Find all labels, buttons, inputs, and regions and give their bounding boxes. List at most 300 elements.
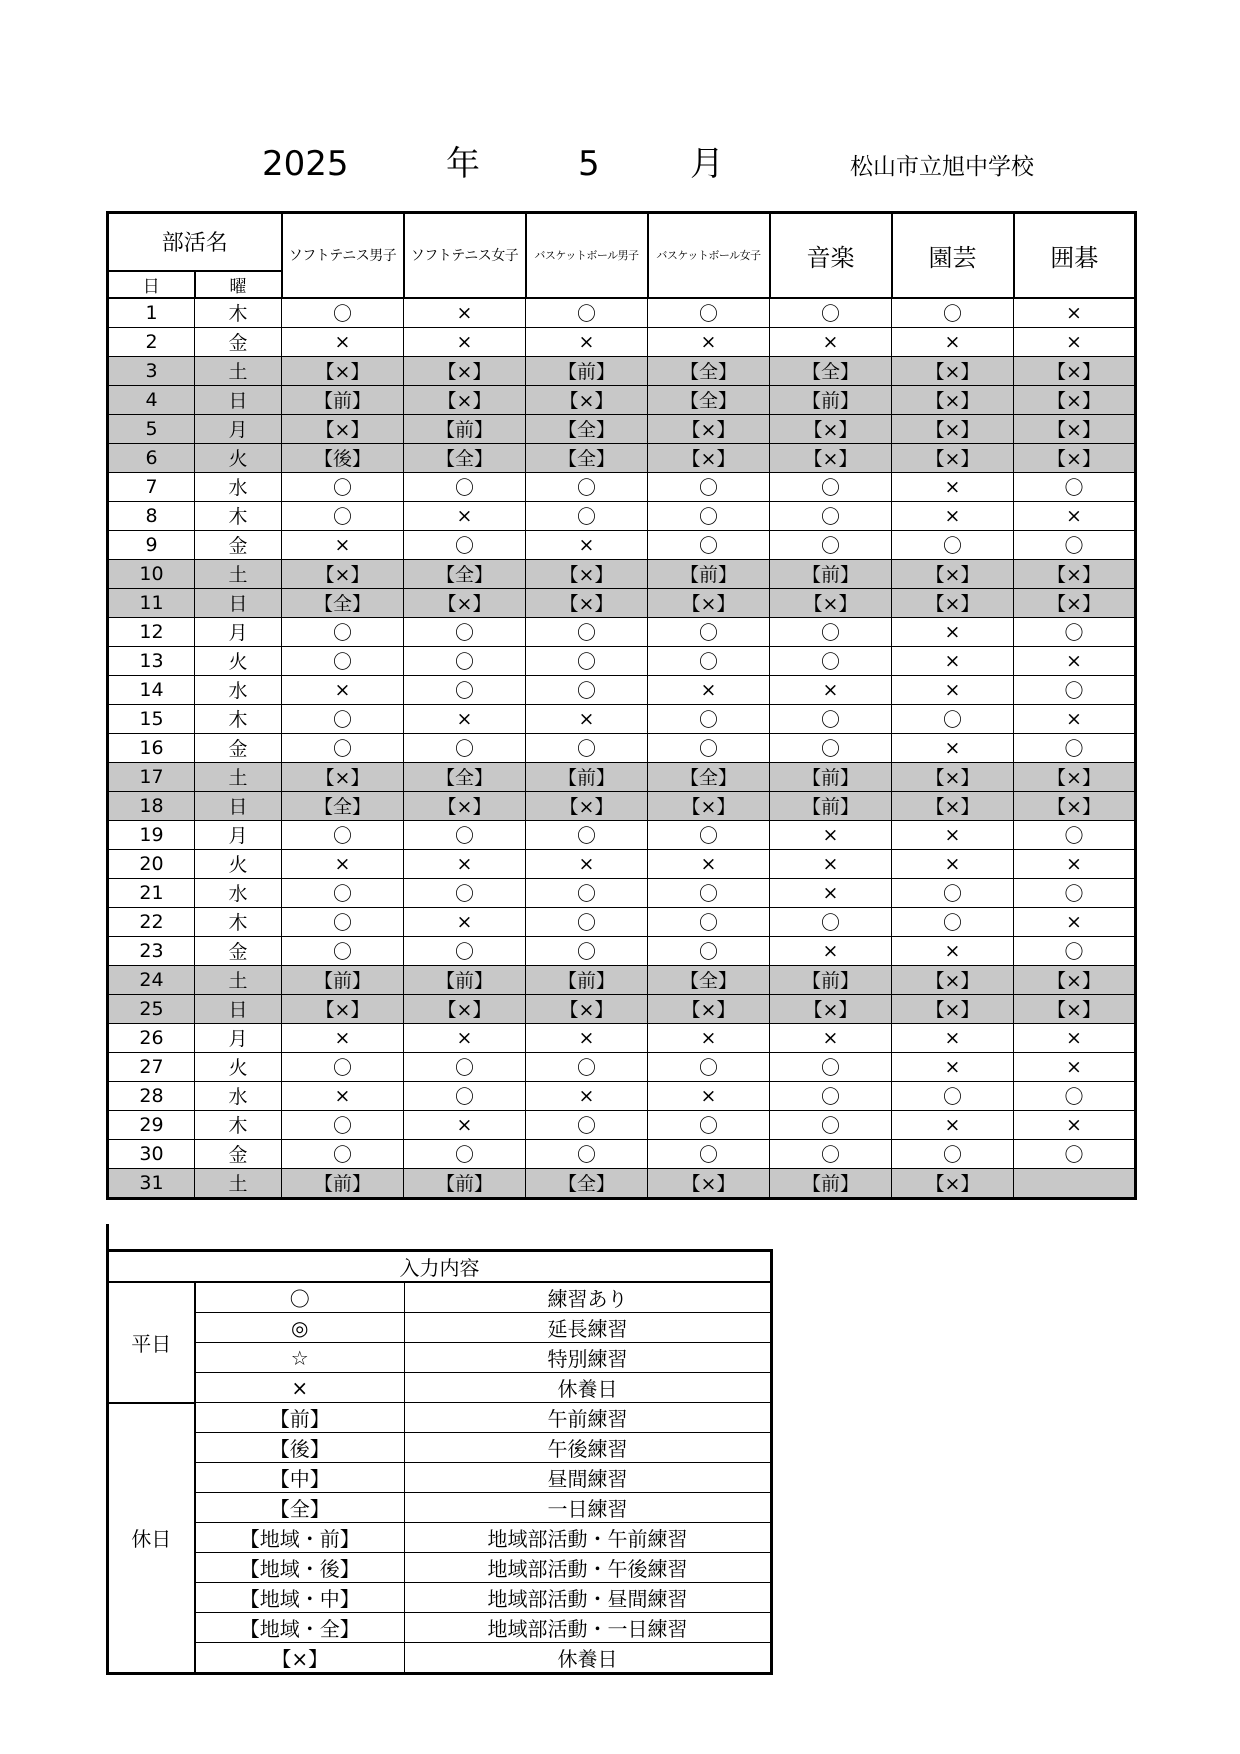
club-header-go: 囲碁 (1014, 213, 1136, 298)
status-cell: 〇 (282, 472, 404, 501)
status-cell: 〇 (282, 878, 404, 907)
weekday-cell: 水 (195, 675, 282, 704)
status-cell: 〇 (770, 1052, 892, 1081)
legend-meaning: 昼間練習 (405, 1463, 772, 1493)
table-row (108, 1023, 1136, 1052)
status-cell: × (892, 1023, 1014, 1052)
status-cell: 【前】 (770, 385, 892, 414)
status-cell: 〇 (648, 530, 770, 559)
status-cell: × (282, 530, 404, 559)
status-cell: 【全】 (648, 965, 770, 994)
status-cell: 〇 (526, 472, 648, 501)
status-cell: 〇 (282, 1139, 404, 1168)
status-cell: 【全】 (282, 791, 404, 820)
status-cell: × (404, 907, 526, 936)
table-row (108, 443, 1136, 472)
day-cell: 18 (108, 791, 195, 820)
day-cell: 1 (108, 298, 195, 328)
status-cell: 〇 (526, 617, 648, 646)
status-cell: 〇 (526, 501, 648, 530)
status-cell: 〇 (282, 1052, 404, 1081)
legend-meaning: 休養日 (405, 1373, 772, 1403)
status-cell: 【×】 (1014, 356, 1136, 385)
table-row (108, 849, 1136, 878)
status-cell: 【×】 (282, 559, 404, 588)
club-header-soft-tennis-girls: ソフトテニス女子 (404, 213, 526, 298)
status-cell: × (282, 849, 404, 878)
status-cell: 〇 (892, 878, 1014, 907)
legend-symbol: 【地域・前】 (195, 1523, 405, 1553)
status-cell: × (648, 849, 770, 878)
status-cell: 〇 (404, 646, 526, 675)
status-cell: 【×】 (892, 1168, 1014, 1198)
legend-symbol: 【中】 (195, 1463, 405, 1493)
status-cell: 〇 (648, 704, 770, 733)
day-cell: 15 (108, 704, 195, 733)
status-cell: 〇 (770, 617, 892, 646)
status-cell: 【×】 (1014, 385, 1136, 414)
status-cell: 〇 (1014, 1081, 1136, 1110)
day-cell: 7 (108, 472, 195, 501)
status-cell: × (282, 675, 404, 704)
status-cell: 〇 (526, 878, 648, 907)
day-cell: 31 (108, 1168, 195, 1198)
status-cell: 〇 (526, 733, 648, 762)
legend-meaning: 一日練習 (405, 1493, 772, 1523)
status-cell: × (404, 704, 526, 733)
month-value: 5 (578, 144, 600, 184)
status-cell: 〇 (282, 617, 404, 646)
status-cell: × (1014, 907, 1136, 936)
table-row (108, 1052, 1136, 1081)
status-cell: 【×】 (892, 385, 1014, 414)
table-row (108, 501, 1136, 530)
status-cell: 【×】 (770, 443, 892, 472)
status-cell: 【前】 (282, 965, 404, 994)
status-cell: 〇 (526, 907, 648, 936)
status-cell: 【×】 (892, 356, 1014, 385)
status-cell: 〇 (648, 298, 770, 328)
status-cell: 【×】 (648, 588, 770, 617)
status-cell: 〇 (648, 646, 770, 675)
table-row (108, 356, 1136, 385)
weekday-cell: 水 (195, 1081, 282, 1110)
status-cell: 〇 (770, 298, 892, 328)
status-cell: 【×】 (404, 994, 526, 1023)
weekday-cell: 木 (195, 298, 282, 328)
club-header-basketball-girls: バスケットボール女子 (648, 213, 770, 298)
status-cell: 【前】 (648, 559, 770, 588)
table-row (108, 675, 1136, 704)
status-cell: 【×】 (770, 414, 892, 443)
status-cell: × (1014, 704, 1136, 733)
day-cell: 3 (108, 356, 195, 385)
status-cell: 【×】 (892, 559, 1014, 588)
weekday-cell: 日 (195, 791, 282, 820)
club-schedule-table (106, 211, 1137, 1200)
status-cell: 〇 (770, 907, 892, 936)
status-cell: 〇 (770, 646, 892, 675)
status-cell: × (282, 1081, 404, 1110)
status-cell: 〇 (770, 1081, 892, 1110)
status-cell: 〇 (404, 733, 526, 762)
status-cell: × (648, 1023, 770, 1052)
status-cell: × (770, 878, 892, 907)
status-cell: 【×】 (648, 791, 770, 820)
status-cell: × (892, 1052, 1014, 1081)
table-row (108, 472, 1136, 501)
status-cell: 〇 (648, 907, 770, 936)
status-cell: × (648, 327, 770, 356)
status-cell: × (526, 530, 648, 559)
legend-row (108, 1343, 772, 1373)
status-cell: 【×】 (526, 385, 648, 414)
status-cell: 【×】 (526, 791, 648, 820)
legend-symbol: × (195, 1373, 405, 1403)
status-cell: 〇 (404, 1081, 526, 1110)
status-cell: 〇 (770, 1139, 892, 1168)
status-cell: 【×】 (892, 965, 1014, 994)
legend-meaning: 午後練習 (405, 1433, 772, 1463)
table-row (108, 617, 1136, 646)
status-cell: 〇 (282, 704, 404, 733)
weekday-cell: 金 (195, 936, 282, 965)
status-cell: × (770, 1023, 892, 1052)
legend-meaning: 地域部活動・一日練習 (405, 1613, 772, 1643)
status-cell: 【全】 (648, 385, 770, 414)
status-cell: 〇 (1014, 617, 1136, 646)
status-cell: × (892, 675, 1014, 704)
status-cell: 〇 (404, 472, 526, 501)
table-row (108, 385, 1136, 414)
status-cell: 【前】 (404, 414, 526, 443)
status-cell: 【×】 (892, 994, 1014, 1023)
status-cell: 〇 (1014, 878, 1136, 907)
status-cell: 〇 (282, 646, 404, 675)
legend-row (108, 1553, 772, 1583)
status-cell: 【×】 (404, 385, 526, 414)
status-cell: 【前】 (770, 762, 892, 791)
status-cell: 【全】 (404, 762, 526, 791)
day-cell: 30 (108, 1139, 195, 1168)
status-cell: 【×】 (892, 443, 1014, 472)
table-row (108, 733, 1136, 762)
status-cell: × (526, 1023, 648, 1052)
status-cell: 〇 (404, 878, 526, 907)
status-cell: × (892, 327, 1014, 356)
school-name: 松山市立旭中学校 (850, 154, 1034, 180)
status-cell: 〇 (648, 820, 770, 849)
day-cell: 24 (108, 965, 195, 994)
status-cell: × (892, 936, 1014, 965)
table-row (108, 907, 1136, 936)
status-cell: 【前】 (770, 559, 892, 588)
day-cell: 20 (108, 849, 195, 878)
status-cell: 【後】 (282, 443, 404, 472)
weekday-cell: 月 (195, 820, 282, 849)
status-cell: × (282, 327, 404, 356)
status-cell: 【×】 (404, 588, 526, 617)
table-row (108, 1110, 1136, 1139)
weekday-cell: 火 (195, 849, 282, 878)
legend-symbol: 【地域・中】 (195, 1583, 405, 1613)
weekday-cell: 月 (195, 617, 282, 646)
status-cell: × (892, 733, 1014, 762)
status-cell: 〇 (282, 1110, 404, 1139)
status-cell (1014, 1168, 1136, 1198)
status-cell: 【×】 (282, 356, 404, 385)
day-cell: 4 (108, 385, 195, 414)
day-cell: 23 (108, 936, 195, 965)
table-row (108, 936, 1136, 965)
status-cell: 【×】 (404, 791, 526, 820)
day-cell: 5 (108, 414, 195, 443)
status-cell: 〇 (648, 1110, 770, 1139)
day-cell: 27 (108, 1052, 195, 1081)
status-cell: 【×】 (404, 356, 526, 385)
day-cell: 8 (108, 501, 195, 530)
month-unit: 月 (690, 144, 724, 184)
status-cell: 【×】 (1014, 559, 1136, 588)
legend-meaning: 特別練習 (405, 1343, 772, 1373)
legend-row (108, 1403, 772, 1433)
table-row (108, 530, 1136, 559)
weekday-cell: 土 (195, 559, 282, 588)
status-cell: 〇 (526, 298, 648, 328)
status-cell: × (770, 936, 892, 965)
legend-meaning: 休養日 (405, 1643, 772, 1674)
weekday-cell: 土 (195, 1168, 282, 1198)
status-cell: 【×】 (892, 791, 1014, 820)
legend-row (108, 1643, 772, 1674)
status-cell: 〇 (282, 298, 404, 328)
day-cell: 25 (108, 994, 195, 1023)
status-cell: 【前】 (526, 965, 648, 994)
status-cell: 【×】 (1014, 791, 1136, 820)
table-row (108, 646, 1136, 675)
status-cell: 【×】 (1014, 762, 1136, 791)
legend-row (108, 1313, 772, 1343)
weekday-cell: 土 (195, 762, 282, 791)
day-cell: 2 (108, 327, 195, 356)
status-cell: 【×】 (526, 559, 648, 588)
day-cell: 9 (108, 530, 195, 559)
legend-meaning: 地域部活動・午前練習 (405, 1523, 772, 1553)
status-cell: 【×】 (892, 762, 1014, 791)
day-cell: 21 (108, 878, 195, 907)
weekday-cell: 木 (195, 501, 282, 530)
status-cell: × (1014, 646, 1136, 675)
status-cell: 【×】 (648, 443, 770, 472)
status-cell: 【全】 (648, 356, 770, 385)
status-cell: 【×】 (648, 414, 770, 443)
status-cell: 〇 (770, 1110, 892, 1139)
status-cell: × (526, 704, 648, 733)
legend-meaning: 練習あり (405, 1282, 772, 1313)
status-cell: × (404, 1023, 526, 1052)
status-cell: 〇 (1014, 530, 1136, 559)
status-cell: × (892, 820, 1014, 849)
club-header-basketball-boys: バスケットボール男子 (526, 213, 648, 298)
status-cell: 〇 (282, 936, 404, 965)
legend-row (108, 1373, 772, 1403)
weekday-cell: 月 (195, 1023, 282, 1052)
status-cell: 〇 (770, 530, 892, 559)
year-unit: 年 (446, 144, 480, 184)
legend-row (108, 1583, 772, 1613)
status-cell: 【×】 (282, 414, 404, 443)
status-cell: 【×】 (770, 588, 892, 617)
status-cell: 【全】 (648, 762, 770, 791)
day-cell: 13 (108, 646, 195, 675)
status-cell: 〇 (770, 472, 892, 501)
legend-symbol: 〇 (195, 1282, 405, 1313)
table-row (108, 1168, 1136, 1198)
weekday-cell: 木 (195, 1110, 282, 1139)
status-cell: 【前】 (770, 1168, 892, 1198)
legend-table (106, 1249, 773, 1675)
legend-group-holiday: 休日 (108, 1403, 195, 1674)
club-header-music: 音楽 (770, 213, 892, 298)
status-cell: 〇 (892, 1081, 1014, 1110)
weekday-cell: 金 (195, 733, 282, 762)
table-row (108, 820, 1136, 849)
status-cell: 【×】 (1014, 994, 1136, 1023)
status-cell: 〇 (282, 733, 404, 762)
club-header-soft-tennis-boys: ソフトテニス男子 (282, 213, 404, 298)
table-row (108, 994, 1136, 1023)
weekday-cell: 木 (195, 907, 282, 936)
status-cell: 【×】 (1014, 414, 1136, 443)
status-cell: × (1014, 327, 1136, 356)
status-cell: 〇 (1014, 472, 1136, 501)
legend-symbol: 【後】 (195, 1433, 405, 1463)
status-cell: × (404, 501, 526, 530)
status-cell: 〇 (892, 907, 1014, 936)
day-cell: 16 (108, 733, 195, 762)
status-cell: 【前】 (282, 1168, 404, 1198)
status-cell: × (770, 327, 892, 356)
status-cell: 【×】 (1014, 588, 1136, 617)
table-row (108, 965, 1136, 994)
status-cell: 〇 (648, 501, 770, 530)
day-cell: 22 (108, 907, 195, 936)
status-cell: 〇 (526, 675, 648, 704)
status-cell: 【前】 (404, 965, 526, 994)
status-cell: 【×】 (1014, 443, 1136, 472)
status-cell: × (892, 501, 1014, 530)
status-cell: 【全】 (526, 1168, 648, 1198)
status-cell: 【前】 (526, 762, 648, 791)
weekday-cell: 日 (195, 385, 282, 414)
year-value: 2025 (262, 144, 349, 184)
legend-row (108, 1493, 772, 1523)
weekday-cell: 火 (195, 646, 282, 675)
status-cell: × (404, 327, 526, 356)
club-header-gardening: 園芸 (892, 213, 1014, 298)
table-row (108, 704, 1136, 733)
weekday-cell: 木 (195, 704, 282, 733)
weekday-cell: 日 (195, 588, 282, 617)
status-cell: 〇 (648, 1052, 770, 1081)
status-cell: 【全】 (404, 559, 526, 588)
legend-row (108, 1282, 772, 1313)
status-cell: × (1014, 298, 1136, 328)
status-cell: 【前】 (770, 965, 892, 994)
status-cell: 〇 (1014, 936, 1136, 965)
status-cell: 〇 (1014, 675, 1136, 704)
status-cell: 〇 (404, 1052, 526, 1081)
status-cell: × (892, 646, 1014, 675)
legend-group-weekday: 平日 (108, 1282, 195, 1403)
status-cell: 【×】 (1014, 965, 1136, 994)
status-cell: × (892, 472, 1014, 501)
legend-symbol: ◎ (195, 1313, 405, 1343)
weekday-cell: 日 (195, 994, 282, 1023)
status-cell: 〇 (526, 1110, 648, 1139)
status-cell: 【全】 (770, 356, 892, 385)
table-row (108, 791, 1136, 820)
day-cell: 29 (108, 1110, 195, 1139)
table-row (108, 1139, 1136, 1168)
legend-meaning: 地域部活動・昼間練習 (405, 1583, 772, 1613)
weekday-cell: 月 (195, 414, 282, 443)
day-cell: 17 (108, 762, 195, 791)
day-cell: 11 (108, 588, 195, 617)
legend-meaning: 地域部活動・午後練習 (405, 1553, 772, 1583)
legend-symbol: ☆ (195, 1343, 405, 1373)
status-cell: × (1014, 1023, 1136, 1052)
day-cell: 26 (108, 1023, 195, 1052)
status-cell: × (526, 1081, 648, 1110)
status-cell: 【前】 (404, 1168, 526, 1198)
status-cell: × (892, 1110, 1014, 1139)
table-row (108, 298, 1136, 328)
legend-row (108, 1463, 772, 1493)
weekday-header: 曜 (195, 271, 282, 298)
status-cell: 〇 (892, 1139, 1014, 1168)
legend-meaning: 延長練習 (405, 1313, 772, 1343)
weekday-cell: 水 (195, 472, 282, 501)
status-cell: 〇 (648, 1139, 770, 1168)
table-row (108, 762, 1136, 791)
weekday-cell: 金 (195, 530, 282, 559)
day-cell: 12 (108, 617, 195, 646)
status-cell: 〇 (648, 936, 770, 965)
status-cell: × (770, 849, 892, 878)
status-cell: 【前】 (282, 385, 404, 414)
table-divider (106, 1224, 109, 1252)
status-cell: 〇 (404, 1139, 526, 1168)
table-row (108, 588, 1136, 617)
status-cell: × (1014, 1052, 1136, 1081)
status-cell: 〇 (526, 646, 648, 675)
status-cell: 〇 (1014, 1139, 1136, 1168)
status-cell: 〇 (526, 936, 648, 965)
status-cell: 〇 (404, 675, 526, 704)
weekday-cell: 水 (195, 878, 282, 907)
weekday-cell: 火 (195, 1052, 282, 1081)
status-cell: 〇 (1014, 820, 1136, 849)
status-cell: × (404, 849, 526, 878)
status-cell: 〇 (526, 1139, 648, 1168)
status-cell: × (892, 617, 1014, 646)
status-cell: 【全】 (526, 443, 648, 472)
status-cell: × (526, 849, 648, 878)
status-cell: 〇 (282, 501, 404, 530)
day-cell: 14 (108, 675, 195, 704)
legend-symbol: 【×】 (195, 1643, 405, 1674)
